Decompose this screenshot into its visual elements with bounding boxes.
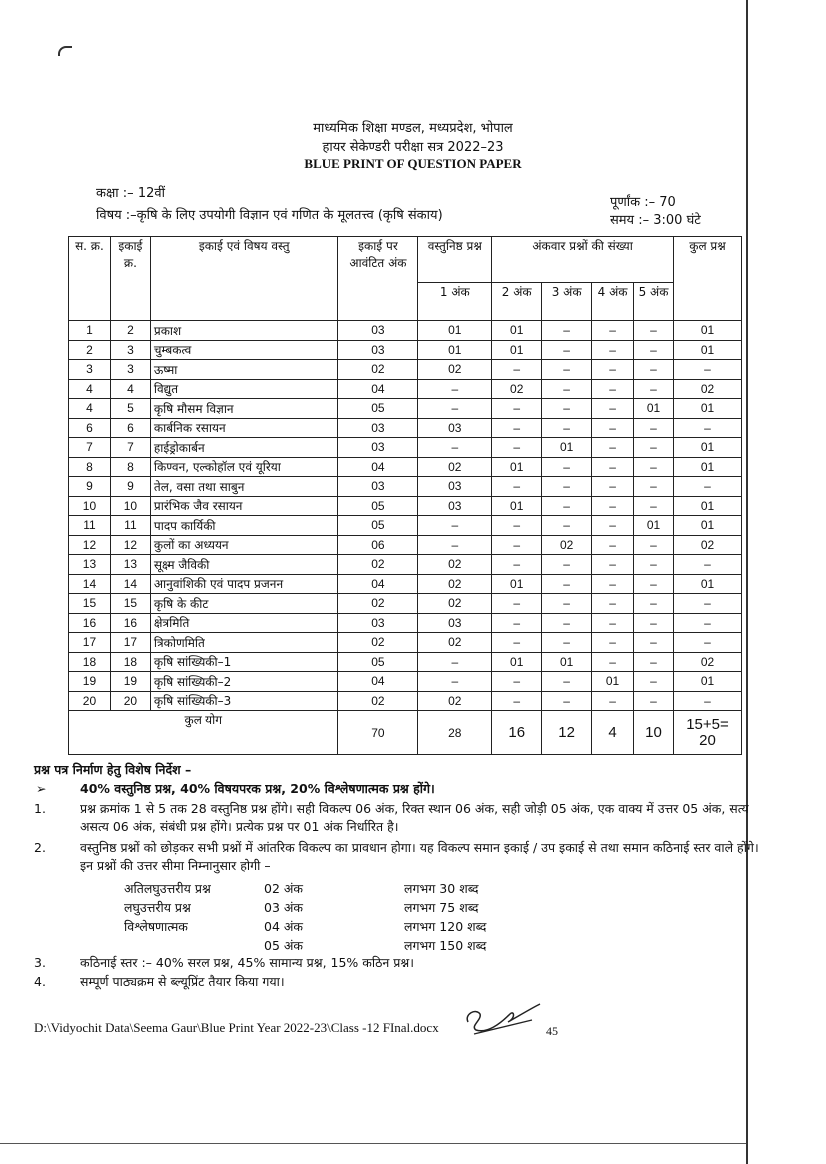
max-marks: पूर्णांक :– 70 xyxy=(610,195,676,210)
cell-sno: 2 xyxy=(69,340,111,360)
cell-allotted: 06 xyxy=(338,535,418,555)
cell-m2: 01 xyxy=(492,574,542,594)
cell-total: 01 xyxy=(673,574,741,594)
table-row xyxy=(69,438,742,458)
cell-sno: 19 xyxy=(69,672,111,692)
table-row xyxy=(69,399,742,419)
cell-sno: 4 xyxy=(69,379,111,399)
exam-session: हायर सेकेण्डरी परीक्षा सत्र 2022–23 xyxy=(322,140,504,155)
col-header-4-mark: 4 अंक xyxy=(592,283,634,321)
instructions-title: प्रश्न पत्र निर्माण हेतु विशेष निर्देश – xyxy=(34,762,192,777)
arrow-bullet: ➢ xyxy=(36,781,47,796)
cell-allotted: 05 xyxy=(338,516,418,536)
cell-allotted: 05 xyxy=(338,652,418,672)
cell-sno: 20 xyxy=(69,691,111,711)
total-1-mark: 28 xyxy=(418,711,492,755)
cell-m2: – xyxy=(492,594,542,614)
page-bottom-line xyxy=(0,1143,746,1144)
cell-total: 02 xyxy=(673,535,741,555)
cell-total: – xyxy=(673,360,741,380)
limit-words: लगभग 75 शब्द xyxy=(404,900,479,915)
cell-sno: 17 xyxy=(69,633,111,653)
cell-m4: – xyxy=(592,399,634,419)
note-1-number: 1. xyxy=(34,801,46,816)
total-3-mark: 12 xyxy=(542,711,592,755)
table-row xyxy=(69,477,742,497)
cell-allotted: 02 xyxy=(338,594,418,614)
cell-unit: 3 xyxy=(110,340,150,360)
cell-unit: 8 xyxy=(110,457,150,477)
cell-m1: 02 xyxy=(418,457,492,477)
cell-m5: – xyxy=(634,613,674,633)
cell-topic: पादप कार्यिकी xyxy=(150,516,338,536)
cell-topic: कृषि के कीट xyxy=(150,594,338,614)
total-label: कुल योग xyxy=(69,711,338,755)
cell-m4: – xyxy=(592,652,634,672)
table-row xyxy=(69,340,742,360)
cell-m5: – xyxy=(634,652,674,672)
cell-unit: 7 xyxy=(110,438,150,458)
cell-m2: 01 xyxy=(492,340,542,360)
cell-topic: तेल, वसा तथा साबुन xyxy=(150,477,338,497)
cell-m3: – xyxy=(542,574,592,594)
limit-question-type: अतिलघुउत्तरीय प्रश्न xyxy=(124,881,211,896)
cell-allotted: 02 xyxy=(338,555,418,575)
cell-m1: 03 xyxy=(418,418,492,438)
total-row xyxy=(69,711,742,755)
cell-m5: – xyxy=(634,340,674,360)
cell-sno: 9 xyxy=(69,477,111,497)
cell-m1: – xyxy=(418,516,492,536)
limit-words: लगभग 150 शब्द xyxy=(404,938,487,953)
cell-allotted: 04 xyxy=(338,672,418,692)
cell-allotted: 05 xyxy=(338,399,418,419)
cell-m5: – xyxy=(634,594,674,614)
cell-total: 01 xyxy=(673,438,741,458)
cell-topic: सूक्ष्म जैविकी xyxy=(150,555,338,575)
cell-m2: – xyxy=(492,438,542,458)
cell-topic: प्रारंभिक जैव रसायन xyxy=(150,496,338,516)
cell-total: 02 xyxy=(673,652,741,672)
table-row xyxy=(69,360,742,380)
cell-m2: – xyxy=(492,691,542,711)
cell-m5: – xyxy=(634,672,674,692)
cell-m5: – xyxy=(634,477,674,497)
cell-m2: 01 xyxy=(492,321,542,341)
cell-m4: – xyxy=(592,457,634,477)
cell-m4: – xyxy=(592,535,634,555)
col-header-topic: इकाई एवं विषय वस्तु xyxy=(150,237,338,321)
cell-total: – xyxy=(673,477,741,497)
cell-m4: – xyxy=(592,438,634,458)
cell-m2: – xyxy=(492,672,542,692)
cell-m5: – xyxy=(634,438,674,458)
cell-m5: – xyxy=(634,691,674,711)
cell-total: – xyxy=(673,633,741,653)
signature xyxy=(462,1000,544,1038)
cell-topic: किण्वन, एल्कोहॉल एवं यूरिया xyxy=(150,457,338,477)
limit-marks: 03 अंक xyxy=(264,900,304,915)
cell-unit: 3 xyxy=(110,360,150,380)
cell-m3: – xyxy=(542,613,592,633)
cell-sno: 7 xyxy=(69,438,111,458)
cell-m5: – xyxy=(634,496,674,516)
cell-m2: 01 xyxy=(492,457,542,477)
col-header-unit: इकाई क्र. xyxy=(110,237,150,321)
table-row xyxy=(69,457,742,477)
cell-m4: – xyxy=(592,594,634,614)
cell-m1: 02 xyxy=(418,633,492,653)
cell-m3: 01 xyxy=(542,438,592,458)
cell-unit: 6 xyxy=(110,418,150,438)
cell-m5: – xyxy=(634,321,674,341)
total-questions: 15+5= 20 xyxy=(673,711,741,755)
cell-m1: 02 xyxy=(418,360,492,380)
cell-m1: 02 xyxy=(418,691,492,711)
cell-m2: 01 xyxy=(492,496,542,516)
cell-m5: – xyxy=(634,555,674,575)
class-label: कक्षा :– 12वीं xyxy=(96,186,165,201)
cell-m3: 01 xyxy=(542,652,592,672)
cell-topic: कृषि सांख्यिकी–2 xyxy=(150,672,338,692)
cell-allotted: 03 xyxy=(338,418,418,438)
cell-m2: – xyxy=(492,418,542,438)
cell-m3: – xyxy=(542,691,592,711)
cell-m2: – xyxy=(492,633,542,653)
cell-m3: – xyxy=(542,477,592,497)
table-row xyxy=(69,613,742,633)
total-5-mark: 10 xyxy=(634,711,674,755)
cell-m3: – xyxy=(542,321,592,341)
cell-m4: – xyxy=(592,340,634,360)
cell-sno: 15 xyxy=(69,594,111,614)
cell-unit: 19 xyxy=(110,672,150,692)
cell-total: – xyxy=(673,691,741,711)
total-2-mark: 16 xyxy=(492,711,542,755)
limit-words: लगभग 30 शब्द xyxy=(404,881,479,896)
cell-m4: – xyxy=(592,496,634,516)
cell-m2: – xyxy=(492,360,542,380)
cell-topic: कार्बनिक रसायन xyxy=(150,418,338,438)
cell-allotted: 04 xyxy=(338,457,418,477)
cell-m3: – xyxy=(542,418,592,438)
note-4-number: 4. xyxy=(34,974,46,989)
note-2-number: 2. xyxy=(34,840,46,855)
limit-marks: 04 अंक xyxy=(264,919,304,934)
cell-m1: 01 xyxy=(418,340,492,360)
cell-sno: 6 xyxy=(69,418,111,438)
cell-m3: – xyxy=(542,633,592,653)
cell-m3: – xyxy=(542,340,592,360)
cell-total: 01 xyxy=(673,340,741,360)
cell-m3: – xyxy=(542,457,592,477)
cell-total: 01 xyxy=(673,496,741,516)
cell-m4: – xyxy=(592,516,634,536)
cell-total: – xyxy=(673,613,741,633)
cell-m4: – xyxy=(592,418,634,438)
cell-allotted: 03 xyxy=(338,613,418,633)
table-row xyxy=(69,535,742,555)
cell-allotted: 02 xyxy=(338,691,418,711)
cell-unit: 14 xyxy=(110,574,150,594)
document-title: BLUE PRINT OF QUESTION PAPER xyxy=(304,156,522,171)
cell-m2: 01 xyxy=(492,652,542,672)
cell-sno: 18 xyxy=(69,652,111,672)
cell-m5: – xyxy=(634,360,674,380)
cell-topic: त्रिकोणमिति xyxy=(150,633,338,653)
cell-m1: 02 xyxy=(418,594,492,614)
cell-m1: 03 xyxy=(418,496,492,516)
cell-allotted: 04 xyxy=(338,379,418,399)
col-header-markwise: अंकवार प्रश्नों की संख्या xyxy=(492,237,674,283)
cell-m1: 03 xyxy=(418,477,492,497)
cell-m5: – xyxy=(634,457,674,477)
cell-m4: – xyxy=(592,379,634,399)
note-3-number: 3. xyxy=(34,955,46,970)
cell-topic: आनुवांशिकी एवं पादप प्रजनन xyxy=(150,574,338,594)
note-3-text: कठिनाई स्तर :– 40% सरल प्रश्न, 45% सामान्य प्रश्न, 15% कठिन प्रश्न। xyxy=(80,955,414,970)
cell-allotted: 03 xyxy=(338,340,418,360)
cell-m5: – xyxy=(634,535,674,555)
cell-m3: – xyxy=(542,555,592,575)
cell-m3: – xyxy=(542,379,592,399)
cell-m1: – xyxy=(418,379,492,399)
cell-unit: 17 xyxy=(110,633,150,653)
cell-topic: हाईड्रोकार्बन xyxy=(150,438,338,458)
table-row xyxy=(69,321,742,341)
time-label: समय :– 3:00 घंटे xyxy=(610,213,701,228)
col-header-total: कुल प्रश्न xyxy=(673,237,741,321)
cell-allotted: 02 xyxy=(338,360,418,380)
cell-m1: – xyxy=(418,399,492,419)
cell-m4: 01 xyxy=(592,672,634,692)
cell-m2: – xyxy=(492,555,542,575)
col-header-allotted: इकाई पर आवंटित अंक xyxy=(338,237,418,321)
table-row xyxy=(69,516,742,536)
cell-unit: 11 xyxy=(110,516,150,536)
question-ratio-line: 40% वस्तुनिष्ठ प्रश्न, 40% विषयपरक प्रश्न, 20% विश्लेषणात्मक प्रश्न होंगे। xyxy=(80,781,435,796)
cell-total: – xyxy=(673,555,741,575)
cell-sno: 8 xyxy=(69,457,111,477)
col-header-1-mark: 1 अंक xyxy=(418,283,492,321)
blueprint-table xyxy=(68,236,742,755)
cell-allotted: 04 xyxy=(338,574,418,594)
note-4-text: सम्पूर्ण पाठ्यक्रम से ब्ल्यूप्रिंट तैयार किया गया। xyxy=(80,974,285,989)
cell-sno: 11 xyxy=(69,516,111,536)
cell-allotted: 05 xyxy=(338,496,418,516)
cell-m3: 02 xyxy=(542,535,592,555)
limit-question-type: लघुउत्तरीय प्रश्न xyxy=(124,900,191,915)
table-row xyxy=(69,379,742,399)
cell-total: – xyxy=(673,418,741,438)
cell-m5: – xyxy=(634,633,674,653)
cell-total: 01 xyxy=(673,457,741,477)
cell-total: – xyxy=(673,594,741,614)
cell-m5: 01 xyxy=(634,516,674,536)
limit-marks: 05 अंक xyxy=(264,938,304,953)
col-header-5-mark: 5 अंक xyxy=(634,283,674,321)
cell-m4: – xyxy=(592,555,634,575)
cell-m4: – xyxy=(592,477,634,497)
cell-total: 01 xyxy=(673,321,741,341)
cell-m1: 03 xyxy=(418,613,492,633)
table-row xyxy=(69,496,742,516)
table-row xyxy=(69,691,742,711)
cell-m5: – xyxy=(634,379,674,399)
limit-question-type: विश्लेषणात्मक xyxy=(124,919,188,934)
table-row xyxy=(69,555,742,575)
cell-topic: ऊष्मा xyxy=(150,360,338,380)
cell-m3: – xyxy=(542,594,592,614)
total-allotted: 70 xyxy=(338,711,418,755)
cell-sno: 10 xyxy=(69,496,111,516)
cell-allotted: 03 xyxy=(338,321,418,341)
cell-allotted: 03 xyxy=(338,438,418,458)
cell-unit: 10 xyxy=(110,496,150,516)
cell-total: 02 xyxy=(673,379,741,399)
cell-m4: – xyxy=(592,633,634,653)
cell-topic: चुम्बकत्व xyxy=(150,340,338,360)
cell-m2: 02 xyxy=(492,379,542,399)
cell-unit: 5 xyxy=(110,399,150,419)
page-edge-line xyxy=(746,0,748,1164)
cell-sno: 4 xyxy=(69,399,111,419)
table-body xyxy=(69,321,742,711)
cell-m3: – xyxy=(542,672,592,692)
cell-m3: – xyxy=(542,399,592,419)
cell-m2: – xyxy=(492,516,542,536)
cell-m3: – xyxy=(542,360,592,380)
cell-m1: 02 xyxy=(418,574,492,594)
cell-topic: कृषि सांख्यिकी–1 xyxy=(150,652,338,672)
cell-m4: – xyxy=(592,613,634,633)
limit-marks: 02 अंक xyxy=(264,881,304,896)
cell-m5: 01 xyxy=(634,399,674,419)
cell-sno: 1 xyxy=(69,321,111,341)
cell-m4: – xyxy=(592,691,634,711)
cell-sno: 13 xyxy=(69,555,111,575)
cell-m4: – xyxy=(592,574,634,594)
cell-unit: 15 xyxy=(110,594,150,614)
cell-m3: – xyxy=(542,516,592,536)
cell-m2: – xyxy=(492,477,542,497)
table-row xyxy=(69,633,742,653)
cell-m1: – xyxy=(418,535,492,555)
note-1-text: प्रश्न क्रमांक 1 से 5 तक 28 वस्तुनिष्ठ प्रश्न होंगे। सही विकल्प 06 अंक, रिक्त स्थान 06 अंक, सही जोड़ी 05 अंक, एक वाक्य में उत्तर 05 अंक, सत्य असत्य 06 अंक, संबंधी प्रश्न होंगे। प्रत्येक प्रश्न पर 01 अंक निर्धारित है। xyxy=(80,801,749,834)
col-header-3-mark: 3 अंक xyxy=(542,283,592,321)
cell-unit: 18 xyxy=(110,652,150,672)
cell-unit: 12 xyxy=(110,535,150,555)
cell-unit: 2 xyxy=(110,321,150,341)
cell-m4: – xyxy=(592,360,634,380)
subject-label: विषय :–कृषि के लिए उपयोगी विज्ञान एवं गणित के मूलतत्त्व (कृषि संकाय) xyxy=(96,208,443,223)
cell-topic: विद्युत xyxy=(150,379,338,399)
cell-topic: प्रकाश xyxy=(150,321,338,341)
total-4-mark: 4 xyxy=(592,711,634,755)
cell-m5: – xyxy=(634,418,674,438)
cell-allotted: 03 xyxy=(338,477,418,497)
page-number: 45 xyxy=(546,1024,558,1038)
col-header-2-mark: 2 अंक xyxy=(492,283,542,321)
col-header-objective: वस्तुनिष्ठ प्रश्न xyxy=(418,237,492,283)
table-row xyxy=(69,418,742,438)
cell-sno: 3 xyxy=(69,360,111,380)
cell-unit: 16 xyxy=(110,613,150,633)
note-2-text: वस्तुनिष्ठ प्रश्नों को छोड़कर सभी प्रश्नों में आंतरिक विकल्प का प्रावधान होगा। यह विकल्प समान इकाई / उप इकाई से तथा समान कठिनाई स्तर वाले होंगे। इन प्रश्नों की उत्तर सीमा निम्नानुसार होगी – xyxy=(80,840,759,873)
cell-m1: – xyxy=(418,672,492,692)
table-row xyxy=(69,594,742,614)
cell-m4: – xyxy=(592,321,634,341)
cell-unit: 13 xyxy=(110,555,150,575)
limit-words: लगभग 120 शब्द xyxy=(404,919,487,934)
cell-m2: – xyxy=(492,613,542,633)
cell-m2: – xyxy=(492,535,542,555)
cell-total: 01 xyxy=(673,516,741,536)
cell-m1: 01 xyxy=(418,321,492,341)
cell-m2: – xyxy=(492,399,542,419)
cell-m5: – xyxy=(634,574,674,594)
scan-mark xyxy=(58,46,72,56)
cell-topic: कुलों का अध्ययन xyxy=(150,535,338,555)
cell-m1: – xyxy=(418,438,492,458)
cell-unit: 20 xyxy=(110,691,150,711)
cell-total: 01 xyxy=(673,399,741,419)
cell-topic: क्षेत्रमिति xyxy=(150,613,338,633)
cell-m3: – xyxy=(542,496,592,516)
col-header-sno: स. क्र. xyxy=(69,237,111,321)
cell-allotted: 02 xyxy=(338,633,418,653)
board-name: माध्यमिक शिक्षा मण्डल, मध्यप्रदेश, भोपाल xyxy=(313,121,513,136)
table-row xyxy=(69,574,742,594)
cell-total: 01 xyxy=(673,672,741,692)
cell-sno: 12 xyxy=(69,535,111,555)
cell-unit: 4 xyxy=(110,379,150,399)
cell-sno: 14 xyxy=(69,574,111,594)
cell-topic: कृषि सांख्यिकी–3 xyxy=(150,691,338,711)
cell-topic: कृषि मौसम विज्ञान xyxy=(150,399,338,419)
table-row xyxy=(69,672,742,692)
table-row xyxy=(69,652,742,672)
cell-m1: 02 xyxy=(418,555,492,575)
file-path: D:\Vidyochit Data\Seema Gaur\Blue Print Year 2022-23\Class -12 FInal.docx xyxy=(34,1020,439,1035)
cell-unit: 9 xyxy=(110,477,150,497)
cell-m1: – xyxy=(418,652,492,672)
cell-sno: 16 xyxy=(69,613,111,633)
